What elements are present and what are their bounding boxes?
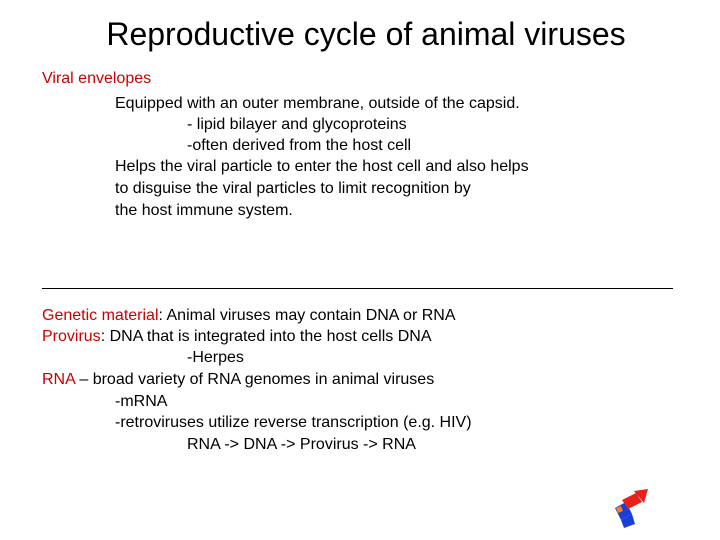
provirus-line [42,326,432,347]
genetic-material-line [42,305,456,326]
rna-line [42,369,434,390]
provirus-term: Provirus [42,328,101,345]
envelope-line: Helps the viral particle to enter the host cell and also helps [115,158,529,175]
viral-envelopes-heading: Viral envelopes [42,70,152,87]
rna-item: RNA -> DNA -> Provirus -> RNA [187,436,416,453]
rna-term: RNA [42,371,75,388]
provirus-example: -Herpes [187,349,244,366]
arrow-navigation-icon[interactable] [612,488,652,528]
slide-title: Reproductive cycle of animal viruses [106,16,626,52]
genetic-material-term: Genetic material [42,307,159,324]
rna-item: -mRNA [115,393,168,410]
envelope-line: -often derived from the host cell [187,137,412,154]
envelope-line: to disguise the viral particles to limit recognition by [115,180,471,197]
genetic-material-text: : Animal viruses may contain DNA or RNA [158,307,456,324]
rna-item: -retroviruses utilize reverse transcription (e.g. HIV) [115,414,472,431]
provirus-text: : DNA that is integrated into the host cells DNA [100,328,432,345]
envelope-line: Equipped with an outer membrane, outside of the capsid. [115,95,520,112]
rna-text: – broad variety of RNA genomes in animal viruses [74,371,435,388]
envelope-line: the host immune system. [115,202,293,219]
envelope-line: - lipid bilayer and glycoproteins [187,116,407,133]
section-divider [42,288,673,289]
